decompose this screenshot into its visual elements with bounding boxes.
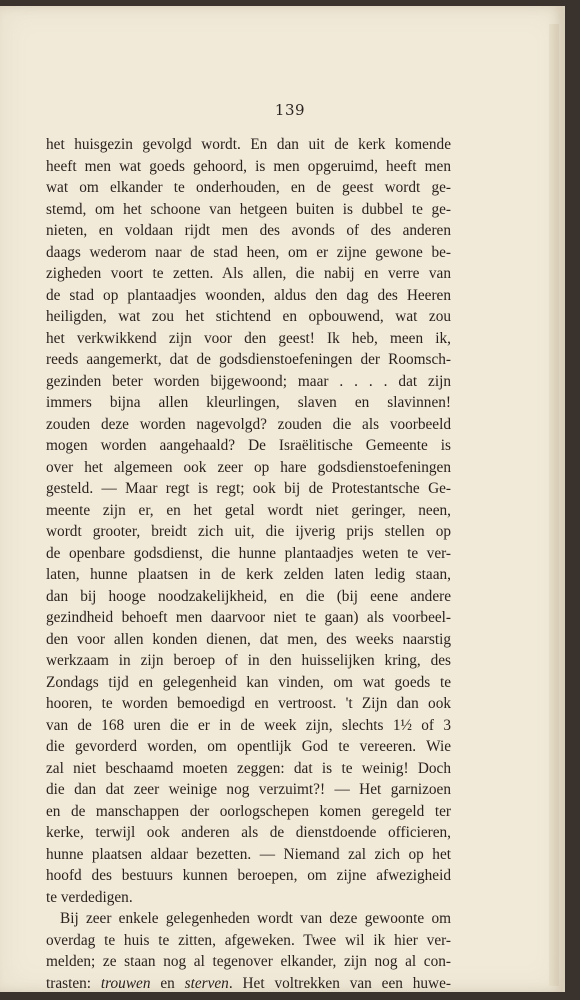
text-fragment: . Het voltrekken van een huwe- [228, 974, 451, 992]
text-line: melden; ze staan nog al tegenover elkander, zijn nog al con- [46, 953, 451, 970]
italic-word: trouwen [100, 974, 151, 992]
text-line: Bij zeer enkele gelegenheden wordt van deze gewoonte om [60, 910, 451, 927]
text-line: die gevorderd worden, om opentlijk God te vereeren. Wie [46, 738, 451, 755]
text-line: mogen worden aangehaald? De Israëlitische Gemeente is [46, 437, 451, 454]
text-line: overdag te huis te zitten, afgeweken. Twee wil ik hier ver- [46, 931, 451, 949]
text-line: het verkwikkend zijn voor den geest! Ik heb, meen ik, [46, 329, 451, 347]
text-line: de openbare godsdienst, die hunne plantaadjes weten te ver- [46, 544, 451, 562]
text-line: zouden deze worden nagevolgd? zouden die als voorbeeld [46, 415, 451, 433]
body-text [46, 134, 451, 994]
page-edge [549, 24, 559, 986]
text-line: over het algemeen ook zeer op hare godsdienstoefeningen [46, 458, 451, 476]
italic-word: sterven [184, 974, 229, 992]
text-line [46, 973, 451, 995]
text-line: gezinden beter worden bijgewoond; maar . . . . dat zijn [46, 372, 451, 390]
text-line: laten, hunne plaatsen in de kerk zelden laten ledig staan, [46, 566, 451, 583]
text-line: van de 168 uren die er in de week zijn, slechts 1½ of 3 [46, 716, 451, 734]
text-line: stemd, om het schoone van hetgeen buiten is dubbel te ge- [46, 200, 451, 218]
text-line: zal niet beschaamd moeten zeggen: dat is te weinig! Doch [46, 759, 451, 777]
text-line: kerke, terwijl ook anderen als de dienstdoende officieren, [46, 824, 451, 841]
text-line: en de manschappen der oorlogschepen komen geregeld ter [46, 802, 451, 820]
text-line: het huisgezin gevolgd wordt. En dan uit de kerk komende [46, 136, 451, 153]
text-line: heiligden, wat zou het stichtend en opbouwend, wat zou [46, 308, 451, 325]
text-line: meente zijn er, en het getal wordt niet geringer, neen, [46, 501, 451, 519]
text-line: gesteld. — Maar regt is regt; ook bij de Protestantsche Ge- [46, 480, 451, 497]
text-line: zigheden voort te zetten. Als allen, die nabij en verre van [46, 265, 451, 282]
text-line: heeft men wat goeds gehoord, is men opgeruimd, heeft men [46, 157, 451, 175]
text-line: wordt grooter, breidt zich uit, die ijverig prijs stellen op [46, 523, 451, 540]
text-line: gezindheid behoeft men daarvoor niet te gaan) als voorbeel- [46, 609, 451, 626]
text-fragment: en [150, 974, 185, 992]
text-line: den voor allen konden dienen, dat men, des weeks naarstig [46, 630, 451, 648]
text-line: de stad op plantaadjes woonden, aldus den dag des Heeren [46, 286, 451, 304]
text-line: nieten, en voldaan rijdt men des avonds of des anderen [46, 222, 451, 239]
text-line: werkzaam in zijn beroep of in den huisselijken kring, des [46, 652, 451, 669]
text-line: te verdedigen. [46, 888, 133, 906]
text-fragment: trasten: [46, 974, 101, 992]
text-line: daags wederom naar de stad heen, om er zijne gewone be- [46, 243, 451, 261]
text-line: reeds aangemerkt, dat de godsdienstoefeningen der Roomsch- [46, 351, 451, 368]
text-line: hoofd des bestuurs kunnen beroepen, om zijne afwezigheid [46, 867, 451, 884]
page-number: 139 [274, 101, 306, 119]
text-line: dan bij hooge noodzakelijkheid, en die (bij eene andere [46, 587, 451, 605]
text-line: wat om elkander te onderhouden, en de geest wordt ge- [46, 179, 451, 196]
text-line: immers bijna allen kleurlingen, slaven en slavinnen! [46, 394, 451, 411]
text-line: hunne plaatsen aldaar bezetten. — Niemand zal zich op het [46, 845, 451, 863]
text-line: Zondags tijd en gelegenheid kan vinden, om wat goeds te [46, 673, 451, 691]
text-line: die dan dat zeer weinige nog verzuimt?! — Het garnizoen [46, 781, 451, 798]
text-line: hooren, te worden bemoedigd en vertroost. 't Zijn dan ook [46, 695, 451, 712]
